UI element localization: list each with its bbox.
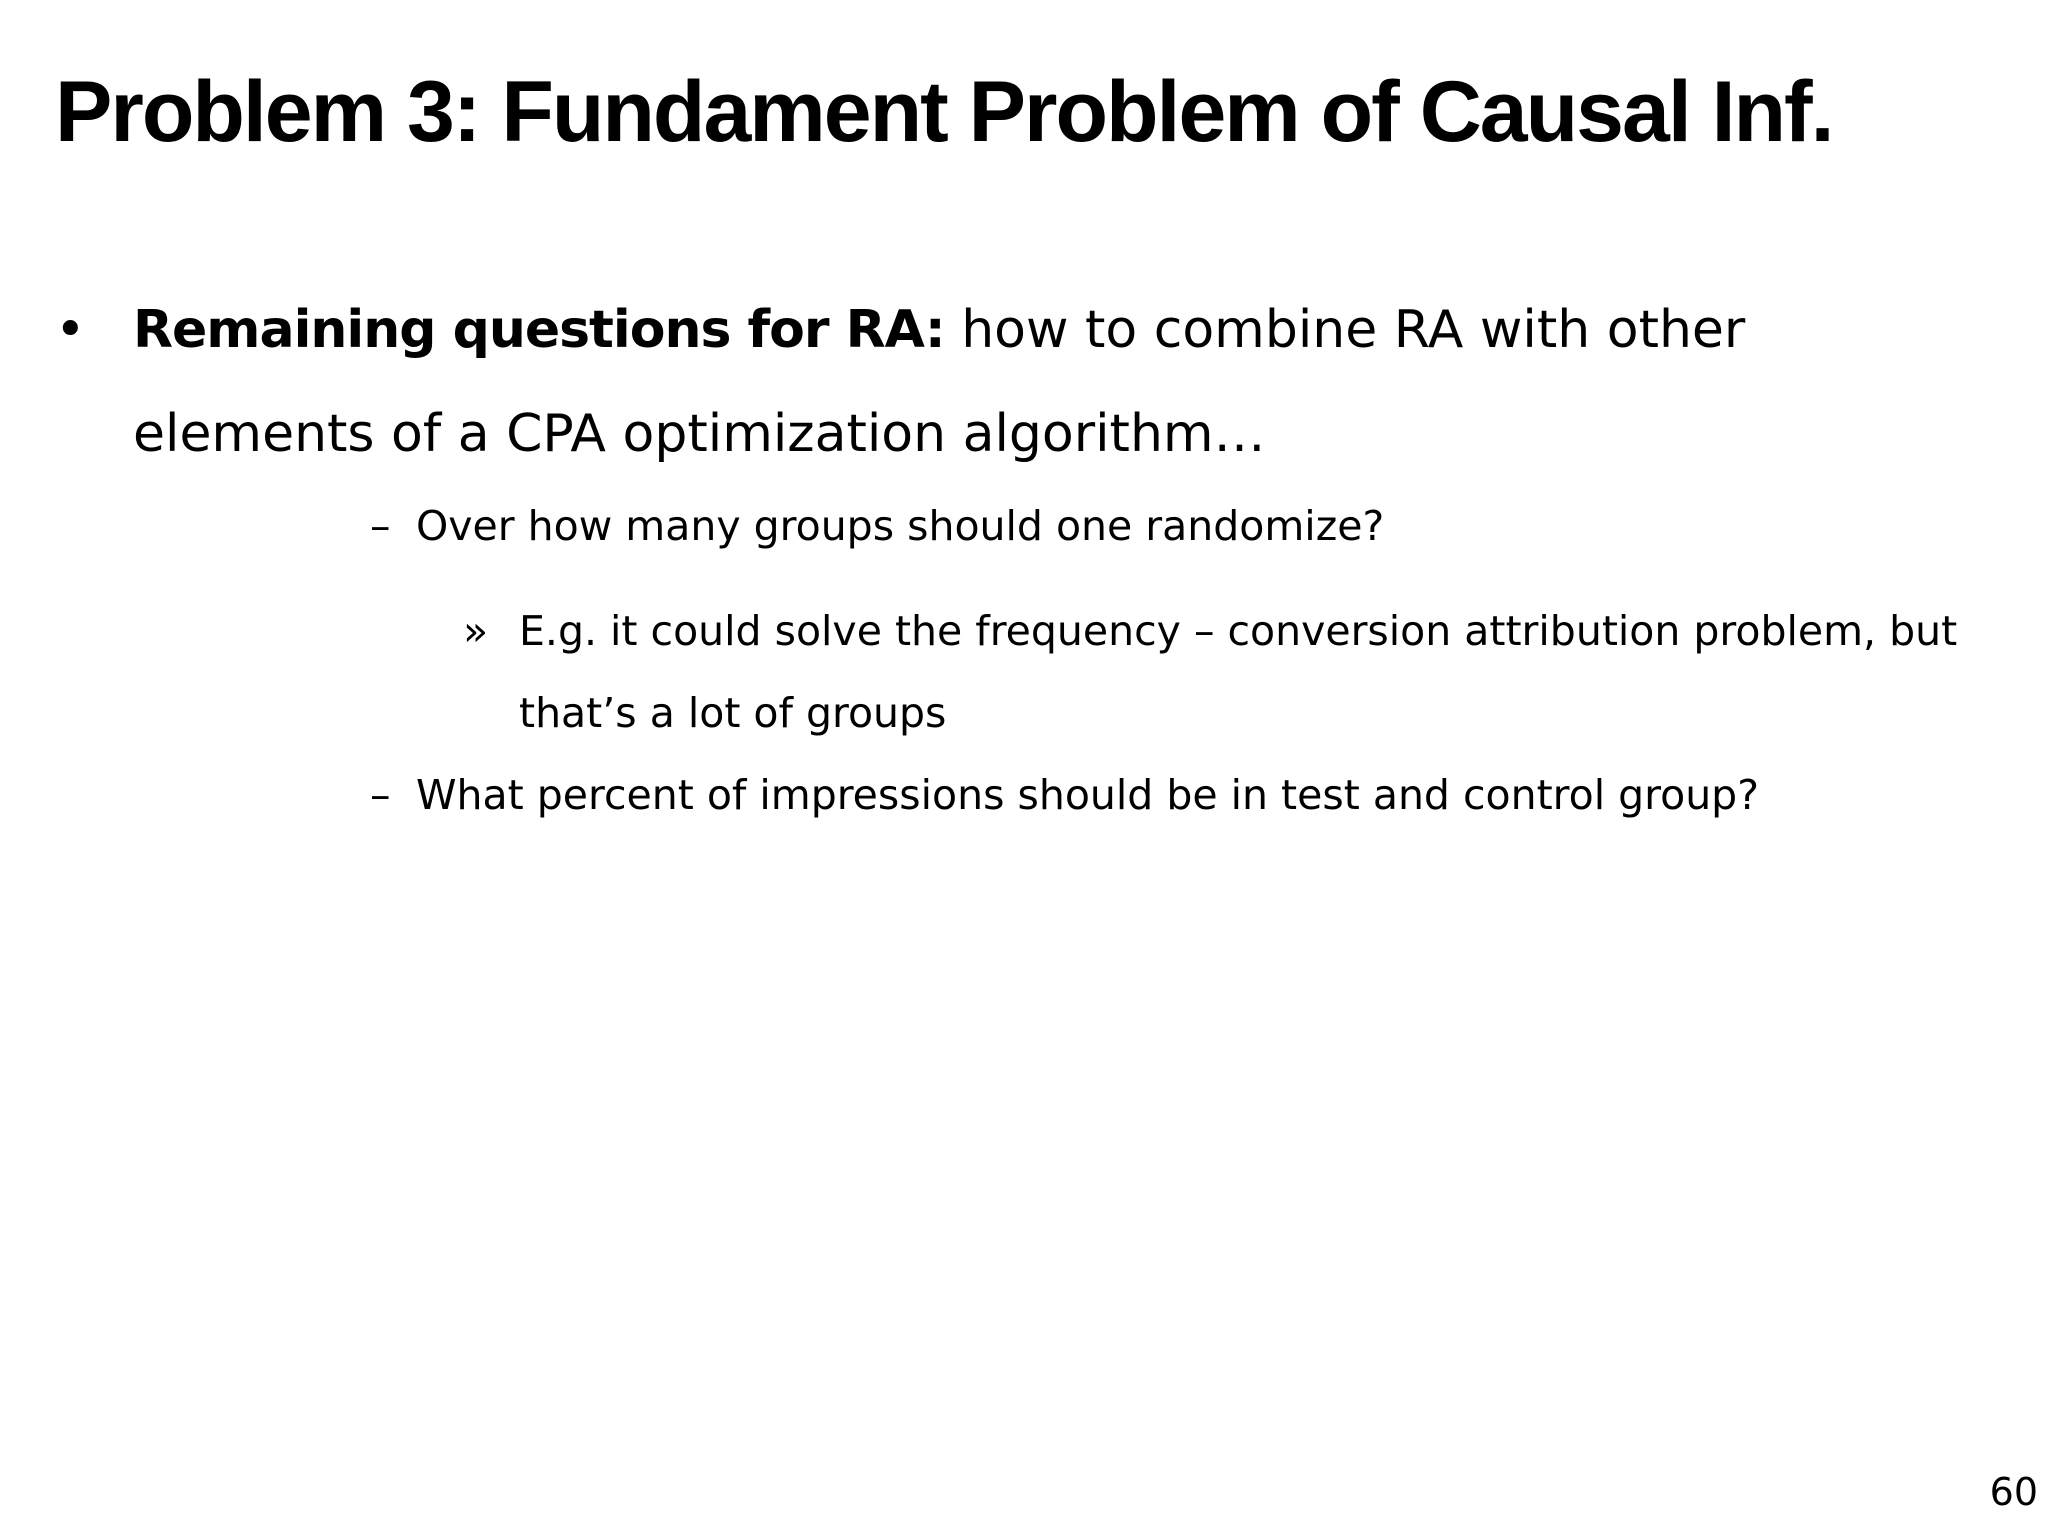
sub-bullet-item bbox=[370, 500, 1384, 552]
sub-bullet-item bbox=[370, 769, 1759, 821]
sub-bullet-text: Over how many groups should one randomize? bbox=[416, 502, 1385, 550]
slide-title: Problem 3: Fundament Problem of Causal Inf. bbox=[55, 64, 1833, 160]
page-number: 60 bbox=[1989, 1470, 2038, 1514]
sub-bullet-text: What percent of impressions should be in test and control group? bbox=[416, 771, 1759, 819]
bullet-bold-lead: Remaining questions for RA: bbox=[133, 300, 945, 360]
sub-sub-bullet-item bbox=[463, 590, 2003, 754]
bullet-item bbox=[55, 278, 1955, 486]
bullet-text: how to combine RA with other elements of a CPA optimization algorithm… bbox=[133, 300, 1746, 464]
bullet-content bbox=[133, 278, 1973, 486]
sub-sub-bullet-text: E.g. it could solve the frequency – conversion attribution problem, but that’s a lot of groups bbox=[519, 607, 1958, 737]
dash-marker: – bbox=[370, 771, 391, 819]
chevron-marker: » bbox=[463, 607, 489, 655]
dash-marker: – bbox=[370, 502, 391, 550]
bullet-marker: • bbox=[55, 300, 86, 360]
